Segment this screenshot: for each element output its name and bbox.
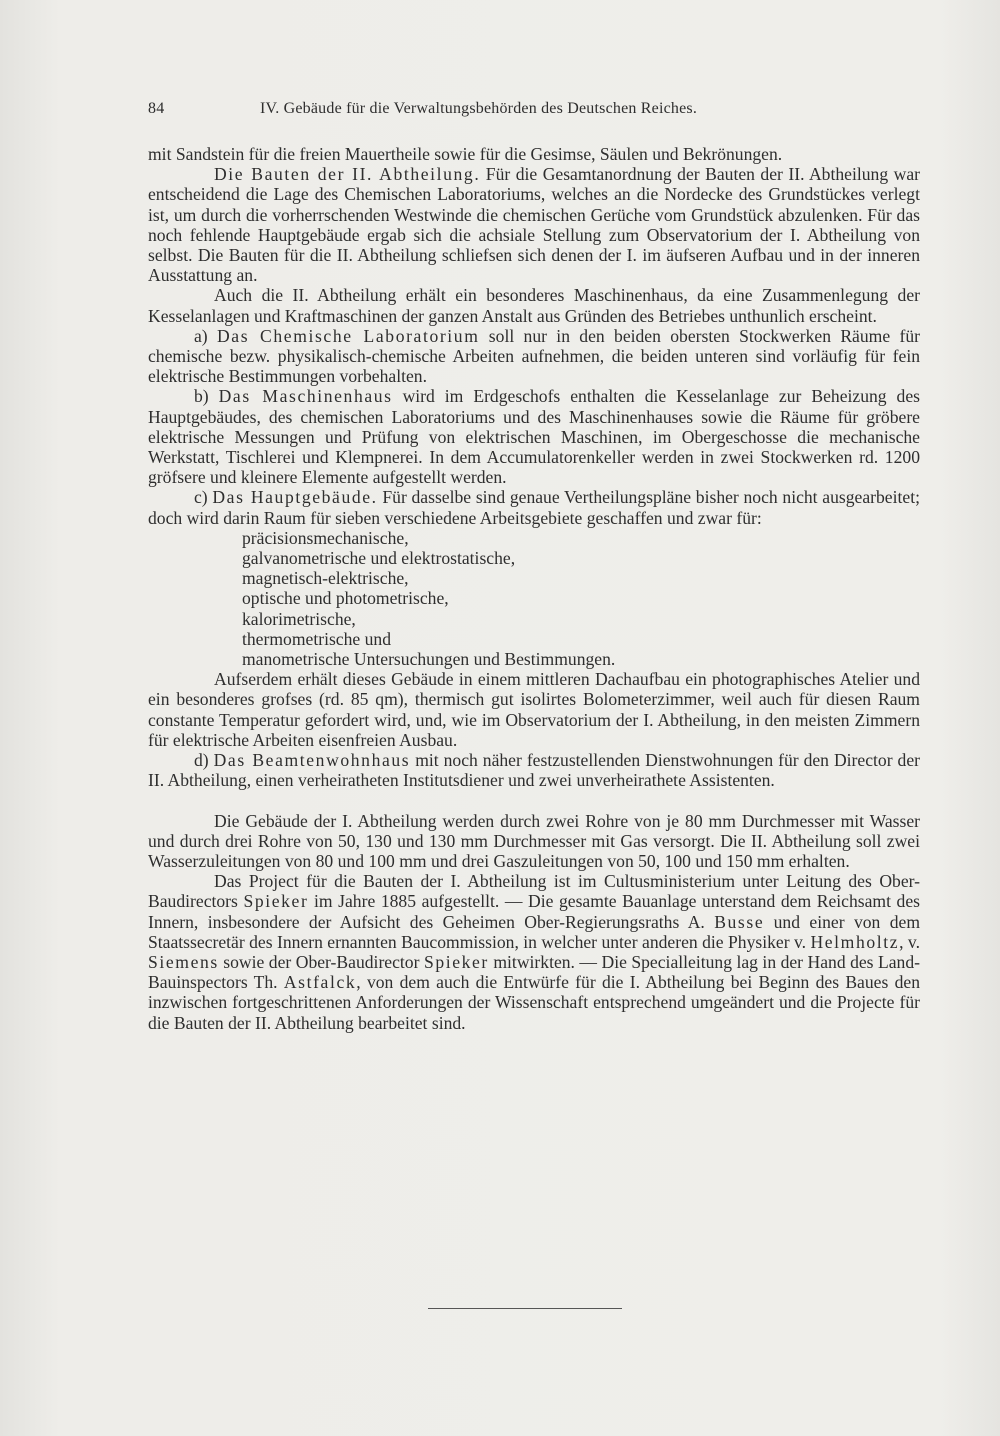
paragraph-text: Das Project für die Bauten der I. Abtheilung ist im Cultusministerium unter Leitung des Ober-Baudirectors [148, 871, 920, 912]
list-item: optische und photometrische, [242, 588, 449, 609]
item-heading: Das Beamtenwohnhaus [213, 750, 411, 771]
running-title: IV. Gebäude für die Verwaltungsbehörden des Deutschen Reiches. [260, 100, 698, 117]
paragraph-item-c [148, 487, 920, 527]
paragraph: mit Sandstein für die freien Mauertheile sowie für die Gesimse, Säulen und Bekrönungen. [148, 144, 783, 164]
item-marker: d) [194, 750, 214, 771]
list-item: galvanometrische und elektrostatische, [242, 548, 516, 569]
item-heading: Das Chemische Laboratorium [216, 325, 480, 346]
paragraph-supply: Die Gebäude der I. Abtheilung werden durch zwei Rohre von je 80 mm Durchmesser mit Wasser und durch drei Rohre von 50, 130 und 130 mm Durchmesser mit Gas versorgt. Die II. Abtheilung soll zwei Wasserzuleitungen von 80 und 100 mm und drei Gaszuleitungen von 50, 100 und 150 mm erhalten. [148, 810, 920, 871]
paragraph-text: Für die Gesamtanordnung der Bauten der II. Abtheilung war entscheidend die Lage des Chemischen Laboratoriums, welches an die Nordecke des Grundstückes verlegt ist, um durch die vorherrschenden Westwinde die chemischen Gerüche vom Grundstück abzulenken. Für das noch fehlende Hauptgebäude ergab sich die achsiale Stellung zum Observatorium der I. Abtheilung von selbst. Die Bauten für die II. Abtheilung schliefsen sich denen der I. im äufseren Aufbau und in der inneren Ausstattung an. [148, 164, 920, 286]
list-item: manometrische Untersuchungen und Bestimmungen. [242, 649, 616, 670]
paragraph-text: , v. [899, 931, 920, 952]
research-areas-list [148, 528, 920, 669]
paragraph-text: soll nur in den beiden obersten Stockwerken Räume für chemische bezw. physikalisch-chemische Arbeiten aufnehmen, die beiden unteren sind vorläufig für fein elektrische Bestimmungen vorbehalten. [148, 325, 920, 387]
section-heading: Die Bauten der II. Abtheilung. [214, 164, 481, 185]
paragraph-text: im Jahre 1885 aufgestellt. — Die gesamte Bauanlage unterstand dem Reichsamt des Innern, insbesondere der Aufsicht des Geheimen Ober-Regierungsraths A. [148, 891, 920, 932]
person-name: Spieker [423, 951, 489, 972]
paragraph-section-ii [148, 164, 920, 285]
person-name: Siemens [148, 951, 219, 972]
running-header [148, 100, 928, 126]
list-item: präcisionsmechanische, [242, 527, 409, 548]
paragraph: Aufserdem erhält dieses Gebäude in einem mittleren Dachaufbau ein photographisches Atelier und ein besonderes grofses (rd. 85 qm), thermisch gut isolirtes Bolometerzimmer, weil auch für diesen Raum constante Temperatur gefordert wird, und, wie im Observatorium der I. Abtheilung, in den meisten Zimmern für elektrische Arbeiten eisenfreien Ausbau. [148, 669, 920, 750]
person-name: Spieker [243, 891, 309, 912]
item-heading: Das Maschinenhaus [218, 386, 393, 407]
paragraph-text: Für dasselbe sind genaue Vertheilungspläne bisher noch nicht ausgearbeitet; doch wird darin Raum für sieben verschiedene Arbeitsgebiete geschaffen und zwar für: [148, 487, 920, 528]
paragraph-text: wird im Erdgeschofs enthalten die Kesselanlage zur Beheizung des Hauptgebäudes, des chemischen Laboratoriums und des Maschinenhauses sowie die Räume für gröbere elektrische Messungen und Prüfung von elektrischen Maschinen, im Obergeschosse die mechanische Werkstatt, Tischlerei und Klempnerei. In dem Accumulatorenkeller werden in zwei Stockwerken rd. 1200 gröfsere und kleinere Elemente aufgestellt werden. [148, 386, 921, 488]
paragraph-item-a [148, 326, 920, 387]
end-rule [428, 1308, 622, 1309]
page-number: 84 [148, 100, 165, 117]
paragraph-gap [148, 791, 920, 811]
paragraph-item-d [148, 750, 920, 790]
paragraph-text: und einer von dem Staatssecretär des Innern ernannten Baucommission, in welcher unter anderen die Physiker v. [148, 911, 921, 952]
paragraph-item-b [148, 386, 920, 487]
paragraph-project [148, 871, 920, 1033]
main-text [148, 144, 920, 1033]
paragraph-text: mit noch näher festzustellenden Dienstwohnungen für den Director der II. Abtheilung, einen verheiratheten Institutsdiener und zwei unverheirathete Assistenten. [148, 750, 920, 791]
list-item: thermometrische und [242, 628, 392, 649]
item-marker: b) [194, 386, 219, 407]
item-marker: a) [194, 325, 217, 346]
paragraph: Auch die II. Abtheilung erhält ein besonderes Maschinenhaus, da eine Zusammenlegung der Kesselanlagen und Kraftmaschinen der ganzen Anstalt aus Gründen des Betriebes unthunlich erscheint. [148, 285, 920, 326]
person-name: Helmholtz [810, 931, 900, 952]
item-heading: Das Hauptgebäude. [212, 487, 378, 508]
paragraph-text: mitwirkten. — Die Specialleitung lag in der Hand des Land-Bauinspectors Th. [148, 951, 921, 993]
list-item: magnetisch-elektrische, [242, 568, 409, 589]
paragraph-text: , von dem auch die Entwürfe für die I. Abtheilung bei Beginn des Baues den inzwischen fortgeschrittenen Anforderungen der Wissenschaft entsprechend umgeändert und die Projecte für die Bauten der II. Abtheilung bearbeitet sind. [148, 972, 920, 1033]
person-name: Busse [714, 911, 765, 932]
person-name: Astfalck [283, 972, 357, 993]
list-item: kalorimetrische, [242, 608, 356, 629]
item-marker: c) [194, 487, 213, 508]
paragraph-text: sowie der Ober-Baudirector [218, 951, 424, 972]
